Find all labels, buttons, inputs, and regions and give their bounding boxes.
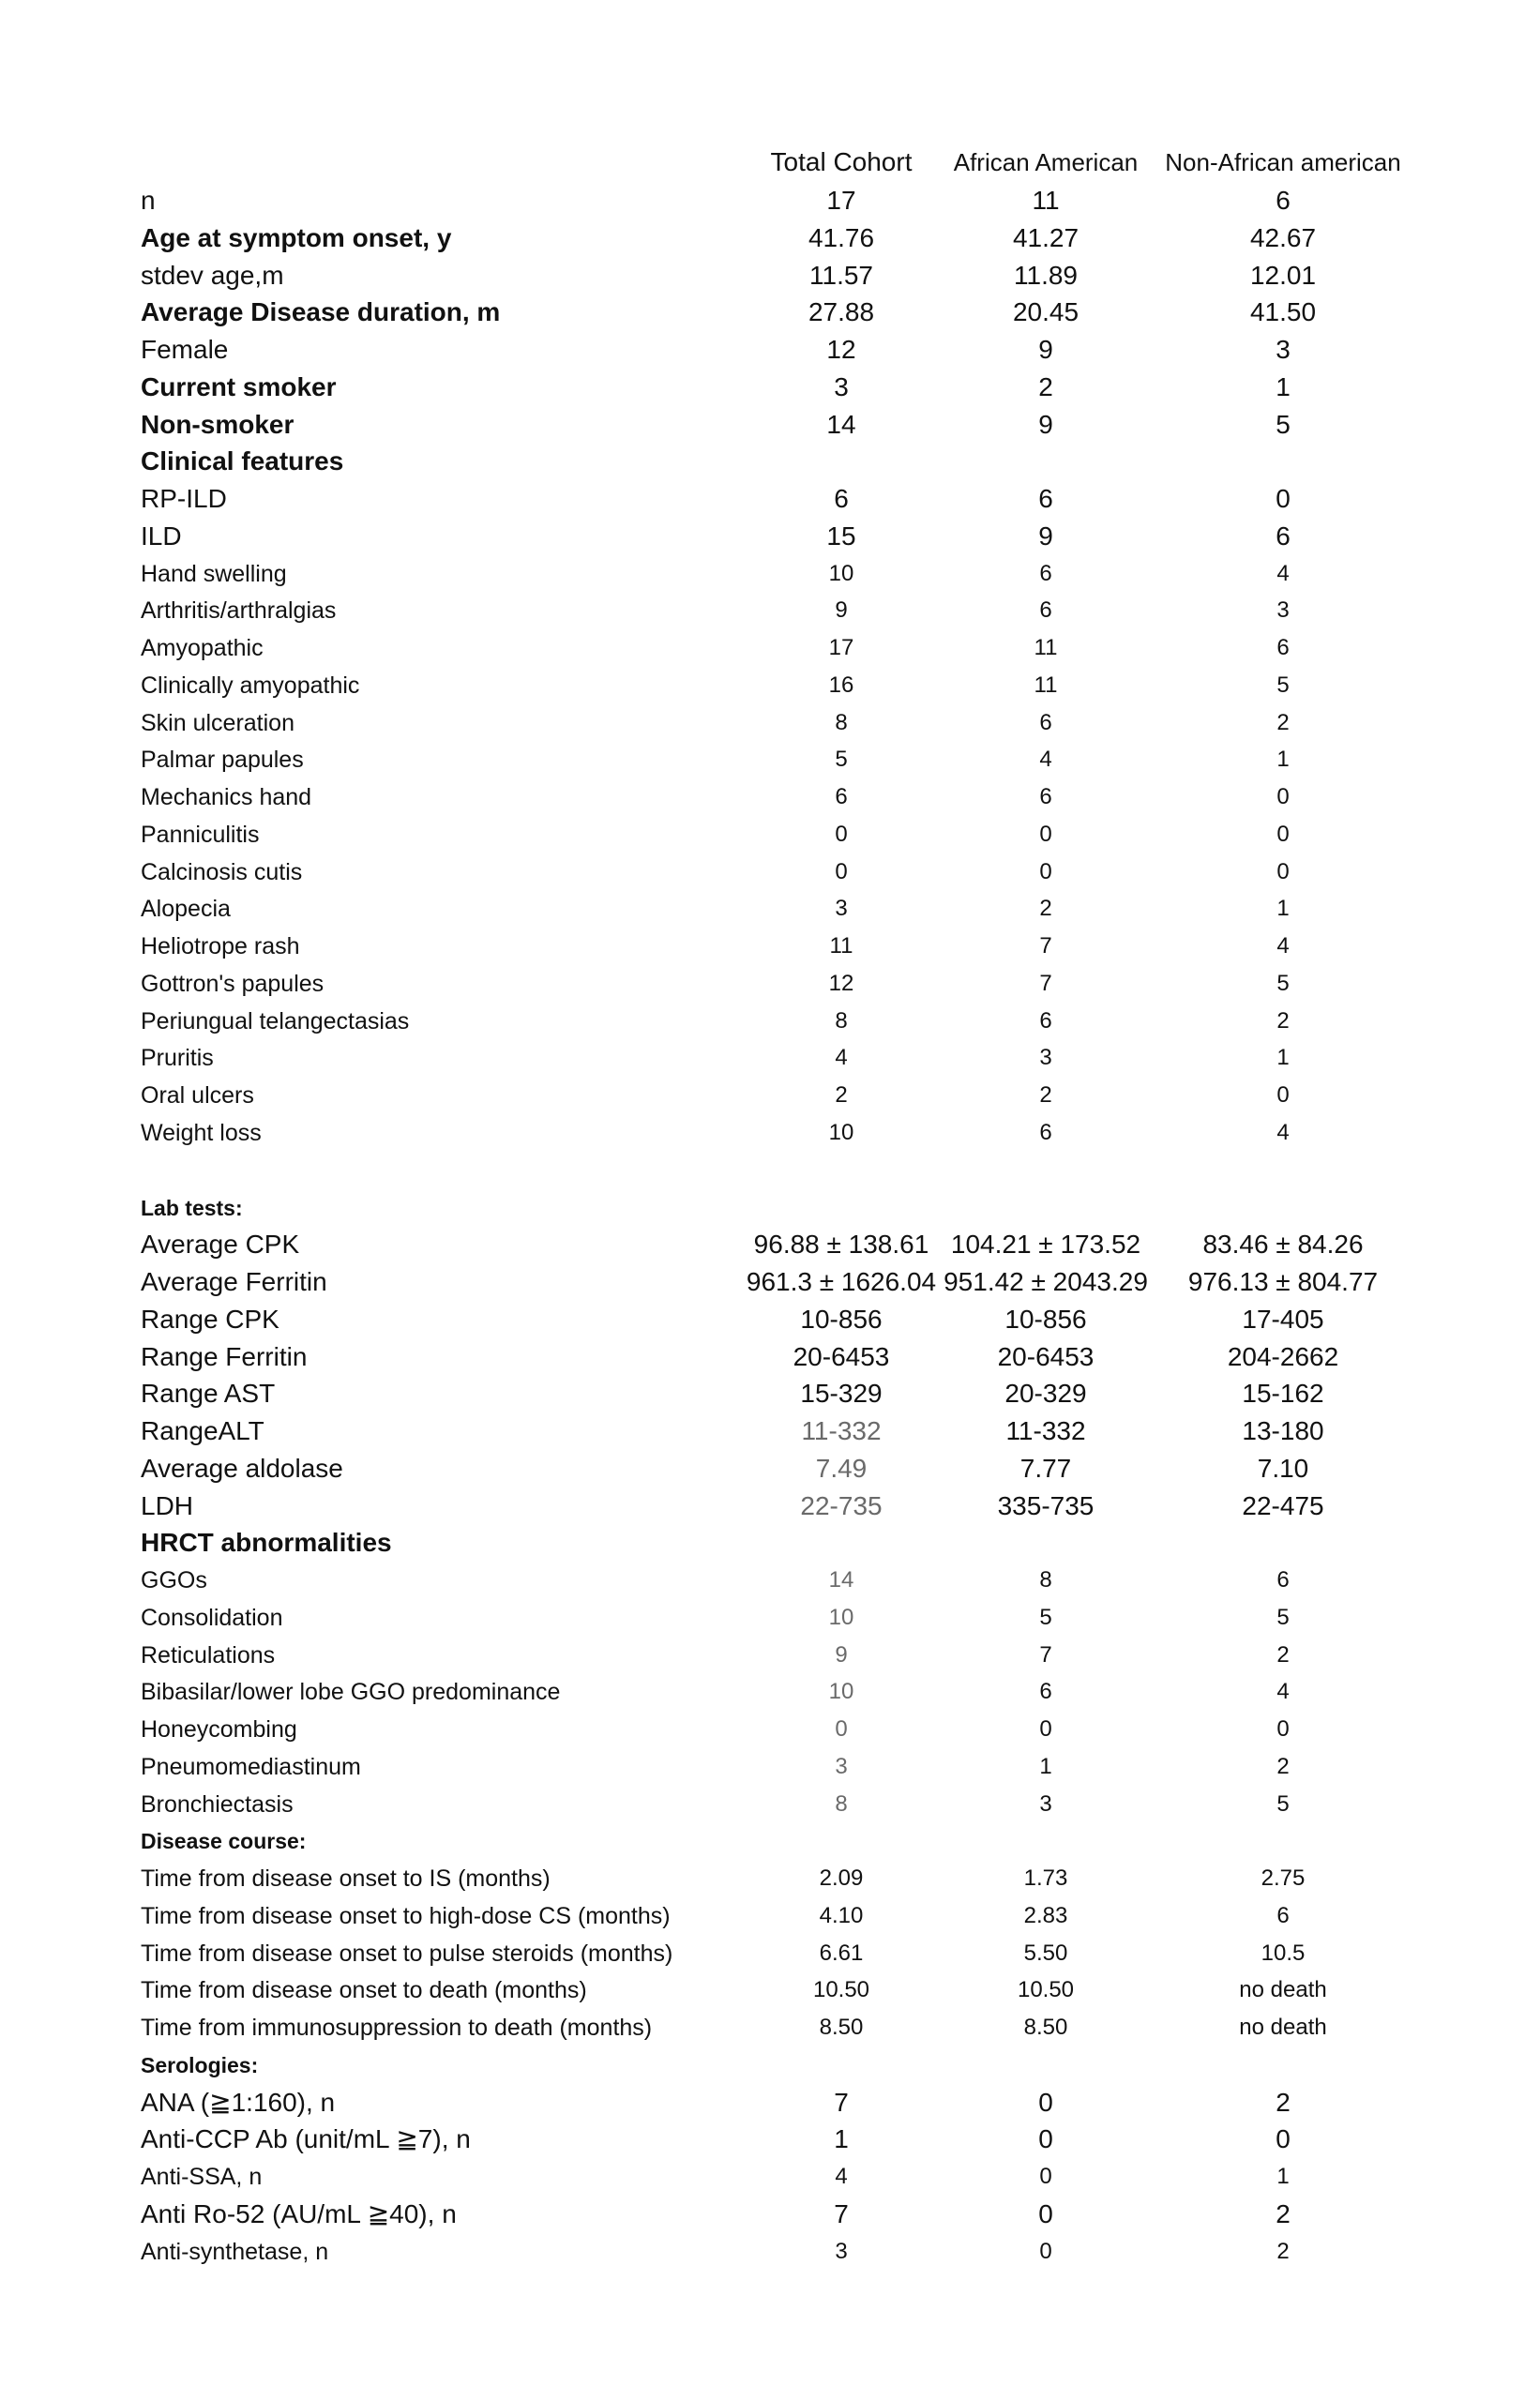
value-non-african-american: 2 <box>1276 2238 1290 2264</box>
value-non-african-american: 976.13 ± 804.77 <box>1187 1267 1379 1296</box>
value-total-cohort: 3 <box>834 371 849 401</box>
row-label: Periungual telangectasias <box>141 1007 410 1034</box>
row-label: Time from disease onset to death (months) <box>141 1977 587 2004</box>
section-heading-row <box>0 2046 1540 2084</box>
row-label: Alopecia <box>141 896 231 923</box>
value-total-cohort: 3 <box>835 1753 848 1779</box>
table-row <box>0 1114 1540 1152</box>
value-non-african-american: 2 <box>1276 1753 1290 1779</box>
value-non-african-american: 1 <box>1276 2164 1290 2189</box>
row-label: Weight loss <box>141 1119 262 1146</box>
value-african-american: 20.45 <box>1012 297 1080 327</box>
row-label: Current smoker <box>141 371 337 401</box>
row-label: Gottron's papules <box>141 970 325 997</box>
row-label: RangeALT <box>141 1416 264 1445</box>
row-label: Pruritis <box>141 1045 214 1072</box>
row-label: Age at symptom onset, y <box>141 222 452 252</box>
value-african-american: 2.83 <box>1023 1902 1068 1928</box>
value-non-african-american: 0 <box>1276 784 1290 809</box>
value-non-african-american: 5 <box>1276 672 1290 698</box>
value-non-african-american: 0 <box>1276 1082 1290 1108</box>
table-row <box>0 1338 1540 1376</box>
row-label: Time from disease onset to IS (months) <box>141 1865 551 1892</box>
value-total-cohort: 96.88 ± 138.61 <box>753 1230 929 1260</box>
table-row <box>0 1077 1540 1114</box>
value-total-cohort: 11-332 <box>801 1416 882 1445</box>
value-non-african-american: 1 <box>1276 896 1290 922</box>
value-non-african-american: 0 <box>1276 858 1290 884</box>
row-label: Range Ferritin <box>141 1341 308 1371</box>
value-non-african-american: 5 <box>1276 409 1291 439</box>
value-african-american: 6 <box>1039 709 1052 735</box>
table-row <box>0 1935 1540 1972</box>
value-african-american: 9 <box>1038 521 1053 551</box>
row-label: Consolidation <box>141 1604 283 1631</box>
value-non-african-american: 7.10 <box>1257 1453 1309 1483</box>
value-non-african-american: 6 <box>1276 186 1291 215</box>
value-non-african-american <box>1142 2046 1424 2084</box>
table-row <box>0 1673 1540 1711</box>
value-non-african-american: 42.67 <box>1249 222 1317 252</box>
value-total-cohort: 4.10 <box>819 1902 864 1928</box>
section-heading-row <box>0 1822 1540 1860</box>
table-row <box>0 1375 1540 1412</box>
value-total-cohort: 10 <box>828 1604 854 1630</box>
section-heading: Serologies: <box>141 2052 259 2077</box>
table-row <box>0 1599 1540 1637</box>
table-row <box>0 2009 1540 2046</box>
table-row <box>0 406 1540 444</box>
value-non-african-american: 1 <box>1276 1045 1290 1071</box>
value-total-cohort: 16 <box>828 672 854 698</box>
table-row <box>0 667 1540 704</box>
row-label: Average Disease duration, m <box>141 297 501 327</box>
value-total-cohort: 14 <box>828 1567 854 1593</box>
row-label: Average Ferritin <box>141 1267 327 1296</box>
value-non-african-american: 1 <box>1276 747 1290 773</box>
value-african-american: 7 <box>1039 970 1052 996</box>
value-non-african-american: 4 <box>1276 560 1290 586</box>
row-label: Honeycombing <box>141 1716 297 1743</box>
value-african-american: 0 <box>1039 2238 1052 2264</box>
value-african-american: 8.50 <box>1023 2015 1068 2040</box>
value-non-african-american <box>1142 1822 1424 1860</box>
row-label: Amyopathic <box>141 635 264 661</box>
section-heading-row <box>0 1524 1540 1562</box>
value-total-cohort: 8 <box>835 1007 848 1034</box>
row-label: Oral ulcers <box>141 1082 254 1109</box>
section-heading-row <box>0 1189 1540 1227</box>
value-non-african-american: 2.75 <box>1261 1865 1306 1891</box>
value-total-cohort: 41.76 <box>808 222 875 252</box>
value-total-cohort: 27.88 <box>808 297 875 327</box>
value-total-cohort: 10 <box>828 560 854 586</box>
value-non-african-american: 15-162 <box>1242 1379 1324 1409</box>
row-label: Bronchiectasis <box>141 1790 294 1818</box>
value-african-american: 5.50 <box>1023 1940 1068 1966</box>
value-total-cohort: 4 <box>835 1045 848 1071</box>
value-african-american: 8 <box>1039 1567 1052 1593</box>
table-row <box>0 629 1540 667</box>
table-row <box>0 1860 1540 1897</box>
value-african-american: 11-332 <box>1005 1416 1086 1445</box>
row-label: Arthritis/arthralgias <box>141 597 337 625</box>
value-african-american: 7 <box>1039 933 1052 959</box>
value-non-african-american: 6 <box>1276 635 1290 660</box>
row-label: Time from disease onset to pulse steroids (months) <box>141 1940 673 1967</box>
value-total-cohort: 7 <box>834 2198 849 2228</box>
value-non-african-american <box>1142 443 1424 480</box>
row-label: Bibasilar/lower lobe GGO predominance <box>141 1679 561 1706</box>
value-total-cohort: 3 <box>835 896 848 922</box>
value-african-american: 0 <box>1038 2087 1053 2117</box>
value-non-african-american: 13-180 <box>1242 1416 1324 1445</box>
value-non-african-american: 41.50 <box>1249 297 1317 327</box>
value-total-cohort: 9 <box>835 1641 848 1668</box>
value-total-cohort: 3 <box>835 2238 848 2264</box>
value-african-american: 0 <box>1039 2164 1052 2189</box>
value-african-american: 41.27 <box>1012 222 1080 252</box>
value-non-african-american: 10.5 <box>1261 1940 1306 1966</box>
value-non-african-american: 22-475 <box>1242 1490 1324 1520</box>
section-heading: Clinical features <box>141 446 344 476</box>
value-total-cohort: 14 <box>826 409 856 439</box>
value-african-american: 3 <box>1039 1045 1052 1071</box>
row-label: Time from immunosuppression to death (months) <box>141 2015 653 2041</box>
value-total-cohort: 17 <box>828 635 854 660</box>
table-row <box>0 1450 1540 1487</box>
value-african-american: 7.77 <box>1019 1453 1072 1483</box>
value-total-cohort: 0 <box>835 821 848 847</box>
row-label: Calcinosis cutis <box>141 858 303 885</box>
value-total-cohort: 17 <box>826 186 856 215</box>
row-label: GGOs <box>141 1567 207 1593</box>
value-african-american: 1 <box>1039 1753 1052 1779</box>
row-label: LDH <box>141 1490 194 1520</box>
row-label: n <box>141 186 156 215</box>
value-non-african-american: 6 <box>1276 1902 1290 1928</box>
column-header-non-african-american: Non-African american <box>1165 148 1401 176</box>
value-african-american: 2 <box>1038 371 1053 401</box>
value-non-african-american: 2 <box>1276 1007 1290 1034</box>
value-african-american: 104.21 ± 173.52 <box>950 1230 1141 1260</box>
table-row <box>0 182 1540 219</box>
table-row <box>0 853 1540 891</box>
column-header-african-american: African American <box>953 148 1139 176</box>
value-non-african-american: no death <box>1239 2015 1327 2040</box>
row-label: Average aldolase <box>141 1453 343 1483</box>
row-label: RP-ILD <box>141 484 227 513</box>
value-african-american: 0 <box>1038 2124 1053 2154</box>
table-header-row <box>0 143 1540 181</box>
row-label: Panniculitis <box>141 821 260 848</box>
value-african-american: 11 <box>1032 186 1060 215</box>
table-row <box>0 2196 1540 2233</box>
value-non-african-american: 0 <box>1276 1716 1290 1742</box>
value-african-american: 335-735 <box>997 1490 1095 1520</box>
value-non-african-american: 6 <box>1276 1567 1290 1593</box>
table-row <box>0 1003 1540 1040</box>
row-label: Anti-SSA, n <box>141 2164 263 2190</box>
value-total-cohort: 22-735 <box>800 1490 883 1520</box>
value-non-african-american: 4 <box>1276 1679 1290 1705</box>
value-african-american: 951.42 ± 2043.29 <box>944 1267 1148 1296</box>
value-african-american: 6 <box>1039 560 1052 586</box>
row-label: Reticulations <box>141 1641 276 1669</box>
value-non-african-american <box>1142 1189 1424 1227</box>
value-non-african-american: 3 <box>1276 597 1290 624</box>
value-african-american: 9 <box>1038 335 1053 364</box>
value-total-cohort: 4 <box>835 2164 848 2189</box>
value-total-cohort: 0 <box>835 858 848 884</box>
value-african-american: 6 <box>1039 1007 1052 1034</box>
row-label: Time from disease onset to high-dose CS (months) <box>141 1902 671 1929</box>
value-total-cohort: 8.50 <box>819 2015 864 2040</box>
table-row <box>0 1301 1540 1338</box>
value-total-cohort: 20-6453 <box>793 1341 890 1371</box>
table-row <box>0 928 1540 965</box>
value-african-american: 10.50 <box>1017 1977 1075 2003</box>
row-label: Female <box>141 335 229 364</box>
value-total-cohort: 1 <box>834 2124 849 2154</box>
table-row <box>0 2233 1540 2271</box>
value-total-cohort: 8 <box>835 709 848 735</box>
row-label: Range AST <box>141 1379 276 1409</box>
row-label: Clinically amyopathic <box>141 672 360 699</box>
value-non-african-american: 2 <box>1276 2087 1291 2117</box>
value-african-american: 6 <box>1039 597 1052 624</box>
value-non-african-american: 4 <box>1276 1119 1290 1145</box>
value-african-american: 6 <box>1039 1119 1052 1145</box>
value-african-american: 2 <box>1039 896 1052 922</box>
table-row <box>0 1263 1540 1301</box>
row-label: Skin ulceration <box>141 709 294 736</box>
value-total-cohort: 5 <box>835 747 848 773</box>
value-non-african-american: no death <box>1239 1977 1327 2003</box>
value-non-african-american: 5 <box>1276 1604 1290 1630</box>
table-row <box>0 1897 1540 1935</box>
table-row <box>0 369 1540 406</box>
value-total-cohort: 10 <box>828 1679 854 1705</box>
value-african-american: 1.73 <box>1023 1865 1068 1891</box>
row-label: Average CPK <box>141 1230 300 1260</box>
section-heading: Lab tests: <box>141 1195 243 1220</box>
value-african-american: 0 <box>1039 858 1052 884</box>
value-non-african-american: 5 <box>1276 1790 1290 1817</box>
value-african-american: 20-6453 <box>997 1341 1095 1371</box>
value-african-american: 6 <box>1039 784 1052 809</box>
value-african-american: 0 <box>1039 821 1052 847</box>
table-row <box>0 592 1540 629</box>
table-row <box>0 1412 1540 1450</box>
table-row <box>0 1562 1540 1599</box>
value-total-cohort: 11 <box>829 933 853 959</box>
table-row <box>0 1039 1540 1077</box>
value-african-american: 11 <box>1034 672 1058 698</box>
value-non-african-american: 83.46 ± 84.26 <box>1202 1230 1364 1260</box>
value-african-american: 7 <box>1039 1641 1052 1668</box>
value-total-cohort: 8 <box>835 1790 848 1817</box>
value-african-american: 9 <box>1038 409 1053 439</box>
value-african-american: 5 <box>1039 1604 1052 1630</box>
value-african-american: 20-329 <box>1004 1379 1087 1409</box>
value-non-african-american: 204-2662 <box>1227 1341 1339 1371</box>
table-row <box>0 219 1540 257</box>
value-african-american: 0 <box>1039 1716 1052 1742</box>
section-heading-row <box>0 443 1540 480</box>
value-total-cohort: 10 <box>828 1119 854 1145</box>
table-row <box>0 1971 1540 2009</box>
value-total-cohort: 15 <box>826 521 856 551</box>
value-non-african-american: 0 <box>1276 484 1291 513</box>
value-total-cohort: 10.50 <box>812 1977 870 2003</box>
value-total-cohort: 0 <box>835 1716 848 1742</box>
value-african-american: 11 <box>1034 635 1058 660</box>
row-label: ANA (≧1:160), n <box>141 2087 336 2117</box>
row-label: Heliotrope rash <box>141 933 300 959</box>
table-row <box>0 1748 1540 1786</box>
row-label: ILD <box>141 521 182 551</box>
value-african-american: 6 <box>1038 484 1053 513</box>
row-label: Palmar papules <box>141 747 304 774</box>
table-row <box>0 2121 1540 2158</box>
table-row <box>0 1637 1540 1674</box>
value-non-african-american: 2 <box>1276 709 1290 735</box>
value-total-cohort: 961.3 ± 1626.04 <box>746 1267 937 1296</box>
value-african-american: 3 <box>1039 1790 1052 1817</box>
value-non-african-american: 17-405 <box>1242 1304 1324 1334</box>
table-row <box>0 480 1540 518</box>
row-label: Pneumomediastinum <box>141 1753 361 1780</box>
table-row <box>0 257 1540 294</box>
row-label: Hand swelling <box>141 560 287 587</box>
value-non-african-american <box>1142 1524 1424 1562</box>
table-row <box>0 741 1540 778</box>
value-total-cohort: 2 <box>835 1082 848 1108</box>
table-row <box>0 518 1540 555</box>
value-non-african-american: 2 <box>1276 1641 1290 1668</box>
value-non-african-american: 0 <box>1276 2124 1291 2154</box>
table-row <box>0 890 1540 928</box>
column-header-total-cohort: Total Cohort <box>770 147 913 176</box>
row-label: Non-smoker <box>141 409 294 439</box>
value-total-cohort: 12 <box>826 335 856 364</box>
value-total-cohort: 10-856 <box>800 1304 883 1334</box>
table-row <box>0 294 1540 331</box>
table-row <box>0 965 1540 1003</box>
value-non-african-american: 4 <box>1276 933 1290 959</box>
table-row <box>0 1711 1540 1748</box>
value-total-cohort: 6.61 <box>819 1940 864 1966</box>
value-total-cohort: 9 <box>835 597 848 624</box>
value-non-african-american: 2 <box>1276 2198 1291 2228</box>
value-total-cohort: 7.49 <box>815 1453 868 1483</box>
table-row <box>0 704 1540 742</box>
value-total-cohort: 6 <box>834 484 849 513</box>
row-label: Range CPK <box>141 1304 279 1334</box>
table-row <box>0 816 1540 853</box>
value-total-cohort: 11.57 <box>809 260 873 290</box>
value-total-cohort: 15-329 <box>800 1379 883 1409</box>
value-non-african-american: 1 <box>1276 371 1291 401</box>
row-label: Mechanics hand <box>141 784 312 810</box>
table-row <box>0 1786 1540 1823</box>
table-row <box>0 1226 1540 1263</box>
value-african-american: 6 <box>1039 1679 1052 1705</box>
value-total-cohort: 6 <box>835 784 848 809</box>
section-heading: HRCT abnormalities <box>141 1528 392 1558</box>
row-label: Anti Ro-52 (AU/mL ≧40), n <box>141 2198 457 2228</box>
table-row <box>0 2084 1540 2122</box>
row-label: stdev age,m <box>141 260 284 290</box>
row-label: Anti-synthetase, n <box>141 2238 329 2265</box>
value-african-american: 11.89 <box>1014 260 1078 290</box>
value-non-african-american: 12.01 <box>1249 260 1317 290</box>
table-row <box>0 2158 1540 2196</box>
table-row <box>0 331 1540 369</box>
section-heading: Disease course: <box>141 1829 307 1854</box>
value-non-african-american: 0 <box>1276 821 1290 847</box>
value-african-american: 2 <box>1039 1082 1052 1108</box>
value-non-african-american: 5 <box>1276 970 1290 996</box>
value-total-cohort: 12 <box>828 970 854 996</box>
table-row <box>0 778 1540 816</box>
value-african-american: 0 <box>1038 2198 1053 2228</box>
value-african-american: 4 <box>1039 747 1052 773</box>
value-non-african-american: 6 <box>1276 521 1291 551</box>
value-total-cohort: 7 <box>834 2087 849 2117</box>
value-total-cohort: 2.09 <box>819 1865 864 1891</box>
table-row <box>0 1487 1540 1525</box>
value-african-american: 10-856 <box>1004 1304 1087 1334</box>
value-non-african-american: 3 <box>1276 335 1291 364</box>
table-row <box>0 555 1540 593</box>
row-label: Anti-CCP Ab (unit/mL ≧7), n <box>141 2124 471 2154</box>
